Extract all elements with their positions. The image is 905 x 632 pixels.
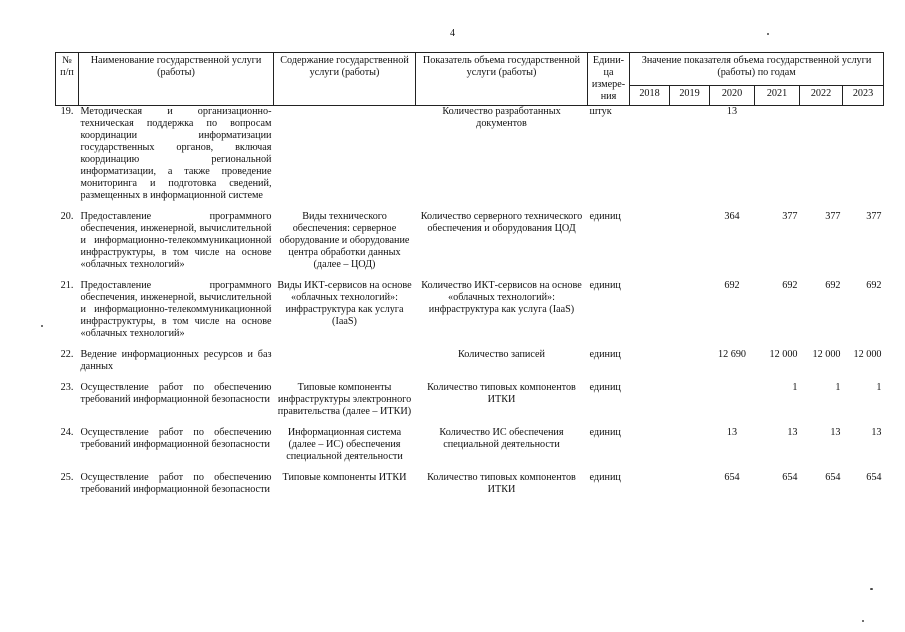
header-year: 2022 (800, 86, 843, 106)
value-2023: 654 (866, 472, 882, 483)
value-2022: 1 (835, 382, 841, 393)
header-year: 2018 (630, 86, 670, 106)
volume-indicator: Количество записей (458, 349, 545, 360)
value-2018 (630, 277, 670, 346)
volume-indicator: Количество ИС обеспечения специальной деятельности (439, 427, 564, 450)
value-2022: 12 000 (812, 349, 841, 360)
service-content: Информационная система (далее – ИС) обеспечения специальной деятельности (286, 427, 403, 462)
service-content: Типовые компоненты ИТКИ (282, 472, 407, 483)
scan-speck (41, 325, 43, 327)
value-2020: 364 (724, 211, 740, 222)
page-number: 4 (450, 28, 455, 39)
unit: единиц (589, 280, 621, 291)
value-2022: 377 (825, 211, 841, 222)
row-number: 24. (60, 427, 74, 438)
value-2018 (630, 346, 670, 379)
header-year: 2019 (670, 86, 710, 106)
table-header (56, 53, 884, 106)
value-2019 (670, 469, 710, 502)
table-row (56, 424, 884, 469)
table-row (56, 346, 884, 379)
value-2019 (670, 277, 710, 346)
value-2020: 13 (726, 427, 738, 438)
row-number: 25. (60, 472, 74, 483)
unit: единиц (589, 349, 621, 360)
value-2018 (630, 379, 670, 424)
value-2021: 692 (782, 280, 798, 291)
table-row (56, 469, 884, 502)
value-2022 (800, 106, 843, 209)
service-name: Осуществление работ по обеспечению требований информационной безопасности (80, 382, 272, 405)
value-2019 (670, 208, 710, 277)
service-content (274, 346, 416, 379)
value-2019 (670, 346, 710, 379)
service-content (274, 106, 416, 209)
service-content: Виды технического обеспечения: серверное оборудование и оборудование центра обработки данных (далее – ЦОД) (279, 211, 410, 270)
header-service-name: Наименование государственной услуги (работы) (79, 53, 274, 106)
value-2020: 692 (724, 280, 740, 291)
value-2023: 692 (866, 280, 882, 291)
value-2020 (710, 379, 755, 424)
table-body (56, 106, 884, 503)
value-2021: 377 (782, 211, 798, 222)
value-2022: 692 (825, 280, 841, 291)
header-unit: Едини-ца измере-ния (588, 53, 630, 106)
header-year: 2023 (843, 86, 884, 106)
table-row (56, 379, 884, 424)
header-year: 2021 (755, 86, 800, 106)
value-2023 (843, 106, 884, 209)
header-service-content: Содержание государственной услуги (работы) (274, 53, 416, 106)
row-number: 22. (60, 349, 74, 360)
value-2019 (670, 106, 710, 209)
service-name: Предоставление программного обеспечения, инженерной, вычислительной и информационно-телекоммуникационной инфраструктуры, в том числе на основе «облачных технологий» (80, 280, 272, 339)
services-table (55, 52, 884, 502)
service-name: Предоставление программного обеспечения, инженерной, вычислительной и информационно-телекоммуникационной инфраструктуры, в том числе на основе «облачных технологий» (80, 211, 272, 270)
value-2023: 1 (876, 382, 882, 393)
volume-indicator: Количество ИКТ-сервисов на основе «облачных технологий»: инфраструктура как услуга (IaaS) (421, 280, 582, 315)
service-content: Типовые компоненты инфраструктуры электронного правительства (далее – ИТКИ) (277, 382, 412, 417)
scan-speck (870, 588, 873, 590)
table-row (56, 277, 884, 346)
value-2020: 13 (726, 106, 738, 117)
service-name: Ведение информационных ресурсов и баз данных (80, 349, 272, 372)
value-2023: 12 000 (853, 349, 882, 360)
value-2023: 13 (871, 427, 882, 438)
value-2021 (755, 106, 800, 209)
unit: единиц (589, 427, 621, 438)
unit: единиц (589, 211, 621, 222)
value-2021: 13 (787, 427, 798, 438)
table-row (56, 106, 884, 209)
header-volume-indicator: Показатель объема государственной услуги (работы) (416, 53, 588, 106)
scan-speck (862, 620, 864, 622)
scan-speck (767, 33, 769, 35)
value-2022: 654 (825, 472, 841, 483)
unit: единиц (589, 472, 621, 483)
header-values-by-year: Значение показателя объема государственной услуги (работы) по годам (630, 53, 884, 86)
volume-indicator: Количество разработанных документов (442, 106, 561, 129)
row-number: 19. (60, 106, 74, 117)
value-2018 (630, 208, 670, 277)
value-2018 (630, 424, 670, 469)
header-year: 2020 (710, 86, 755, 106)
unit: штук (589, 106, 612, 117)
row-number: 23. (60, 382, 74, 393)
value-2023: 377 (866, 211, 882, 222)
volume-indicator: Количество серверного технического обеспечения и оборудования ЦОД (420, 211, 583, 234)
value-2018 (630, 106, 670, 209)
table-row (56, 208, 884, 277)
row-number: 20. (60, 211, 74, 222)
value-2021: 1 (792, 382, 798, 393)
header-num: № п/п (56, 53, 79, 106)
value-2019 (670, 424, 710, 469)
service-content: Виды ИКТ-сервисов на основе «облачных технологий»: инфраструктура как услуга (IaaS) (277, 280, 412, 327)
service-name: Методическая и организационно-техническая поддержка по вопросам координации информатизации государственных органов, включая координацию региональной информатизации, а также проведение мониторинга и подготовка сведений, размещенных в информационной системе (80, 106, 272, 201)
unit: единиц (589, 382, 621, 393)
volume-indicator: Количество типовых компонентов ИТКИ (427, 382, 576, 405)
value-2021: 654 (782, 472, 798, 483)
volume-indicator: Количество типовых компонентов ИТКИ (427, 472, 576, 495)
service-name: Осуществление работ по обеспечению требований информационной безопасности (80, 472, 272, 495)
row-number: 21. (60, 280, 74, 291)
service-name: Осуществление работ по обеспечению требований информационной безопасности (80, 427, 272, 450)
value-2020: 654 (724, 472, 740, 483)
value-2022: 13 (830, 427, 841, 438)
value-2019 (670, 379, 710, 424)
value-2018 (630, 469, 670, 502)
value-2020: 12 690 (717, 349, 746, 360)
value-2021: 12 000 (769, 349, 798, 360)
